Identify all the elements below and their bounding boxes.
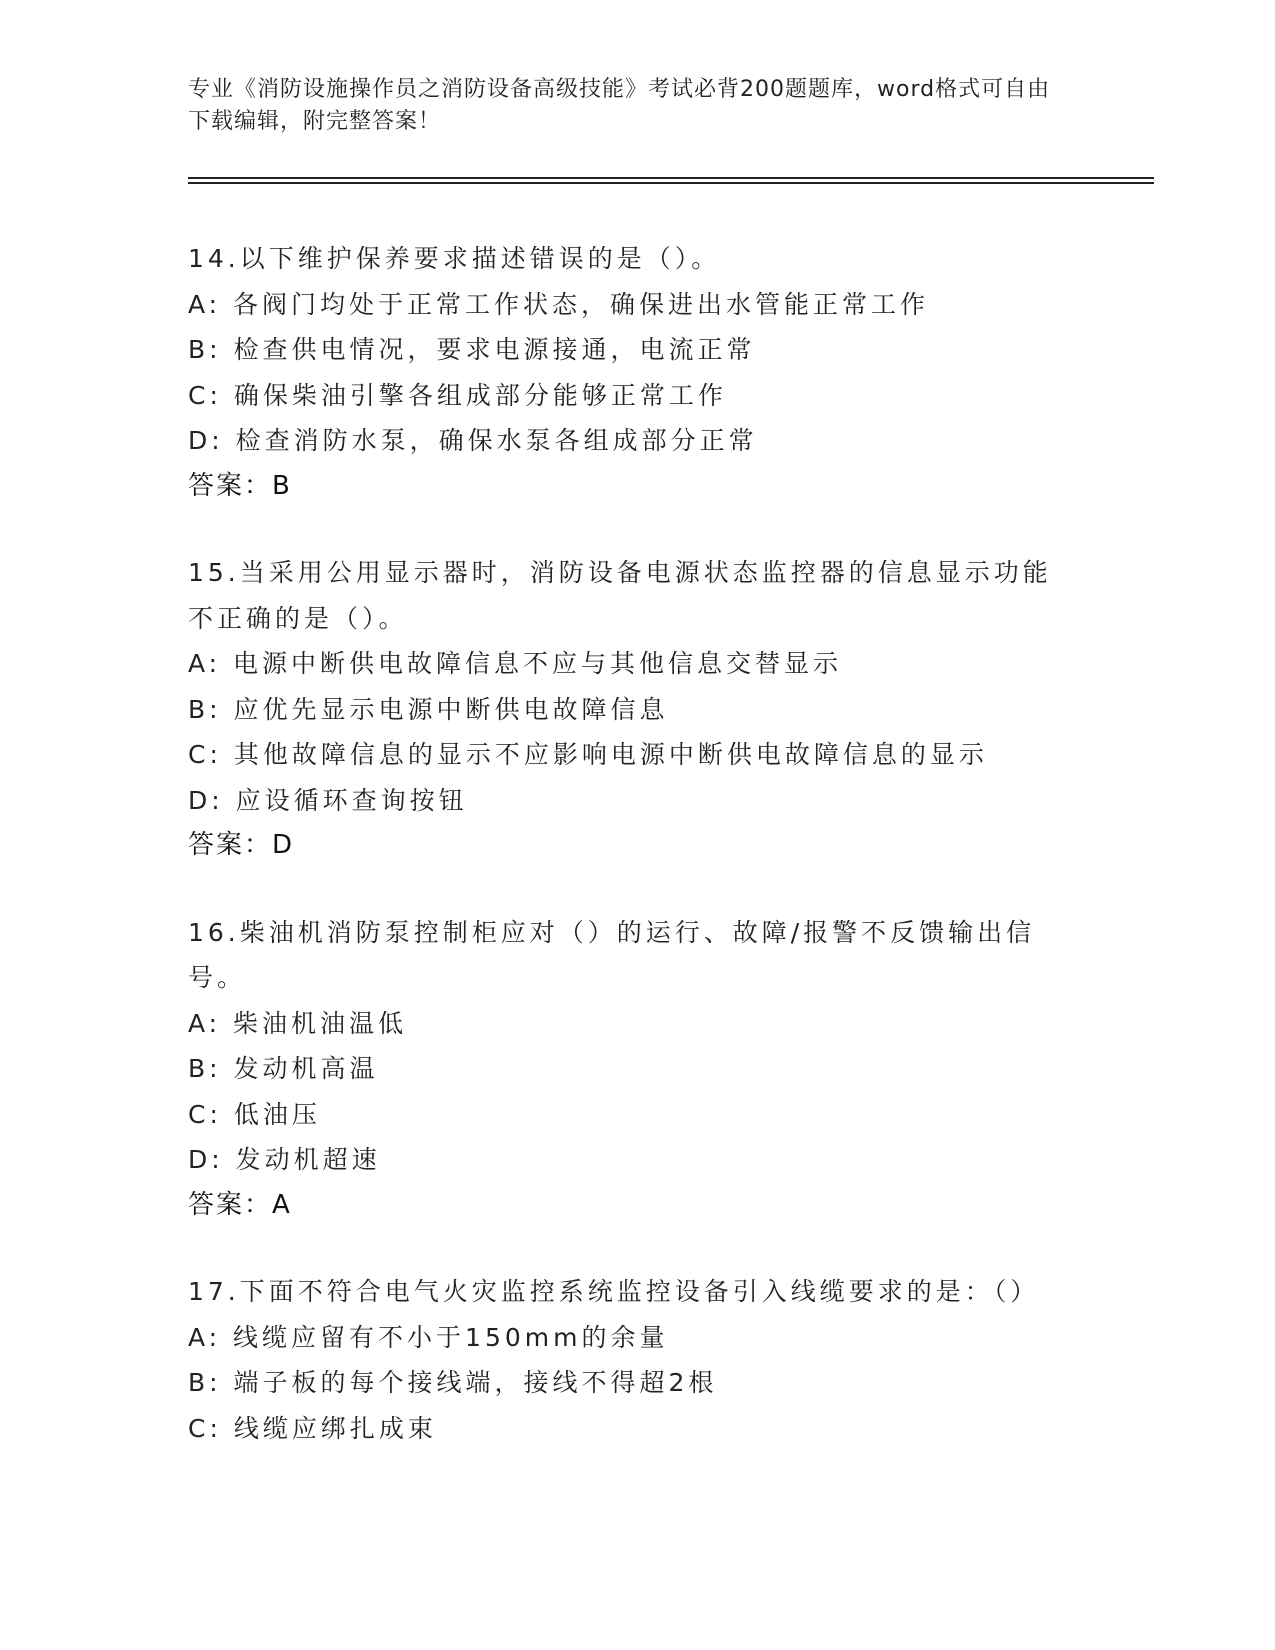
header-divider-top bbox=[188, 177, 1154, 179]
option-b: B: 检查供电情况，要求电源接通，电流正常 bbox=[188, 335, 756, 364]
question-stem: 17.下面不符合电气火灾监控系统监控设备引入线缆要求的是：（） bbox=[188, 1277, 1040, 1306]
document-header: 专业《消防设施操作员之消防设备高级技能》考试必背200题题库，word格式可自由下载编辑，附完整答案！ bbox=[188, 77, 1051, 134]
option-a: A: 电源中断供电故障信息不应与其他信息交替显示 bbox=[188, 649, 843, 678]
header-divider-bottom bbox=[188, 182, 1154, 184]
answer-line: 答案：A bbox=[188, 1189, 292, 1220]
option-d: D: 检查消防水泵，确保水泵各组成部分正常 bbox=[188, 426, 758, 455]
question-14 bbox=[188, 236, 1088, 509]
question-17 bbox=[188, 1269, 1088, 1451]
question-list bbox=[188, 236, 1088, 1492]
option-d: D: 应设循环查询按钮 bbox=[188, 785, 468, 815]
option-b: B: 发动机高温 bbox=[188, 1054, 379, 1083]
option-b: B: 端子板的每个接线端，接线不得超2根 bbox=[188, 1368, 718, 1397]
option-a: A: 线缆应留有不小于150mm的余量 bbox=[188, 1322, 669, 1352]
option-c: C: 线缆应绑扎成束 bbox=[188, 1413, 437, 1443]
question-16 bbox=[188, 910, 1088, 1229]
option-a: A: 各阀门均处于正常工作状态，确保进出水管能正常工作 bbox=[188, 289, 930, 319]
answer-line: 答案：B bbox=[188, 470, 292, 501]
question-stem: 14.以下维护保养要求描述错误的是（）。 bbox=[188, 244, 721, 273]
question-stem: 16.柴油机消防泵控制柜应对（）的运行、故障/报警不反馈输出信号。 bbox=[188, 917, 1036, 992]
option-b: B: 应优先显示电源中断供电故障信息 bbox=[188, 694, 669, 724]
option-d: D: 发动机超速 bbox=[188, 1145, 381, 1174]
option-c: C: 其他故障信息的显示不应影响电源中断供电故障信息的显示 bbox=[188, 740, 988, 769]
question-15 bbox=[188, 550, 1088, 869]
option-c: C: 确保柴油引擎各组成部分能够正常工作 bbox=[188, 380, 727, 410]
question-stem: 15.当采用公用显示器时，消防设备电源状态监控器的信息显示功能不正确的是（）。 bbox=[188, 558, 1052, 633]
answer-line: 答案：D bbox=[188, 830, 295, 860]
option-a: A: 柴油机油温低 bbox=[188, 1008, 408, 1038]
option-c: C: 低油压 bbox=[188, 1099, 321, 1129]
